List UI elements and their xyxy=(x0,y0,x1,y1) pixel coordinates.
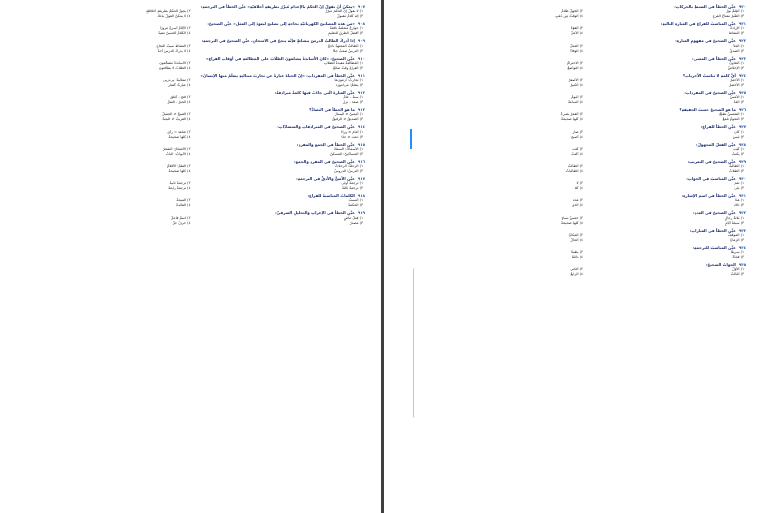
answer-option[interactable]: ٢) القلمُ: الأقلامُ xyxy=(167,164,191,169)
question-block xyxy=(424,210,746,225)
question-block xyxy=(424,38,746,53)
question-number: ٩٣١ xyxy=(738,193,746,199)
answer-options xyxy=(20,216,365,226)
question-number: ٩١١ xyxy=(357,72,365,78)
question-number: ٩١٦ xyxy=(357,158,365,164)
question-number: ٩٢٢ xyxy=(738,38,746,44)
answer-option[interactable]: ٤) الحالُ xyxy=(570,237,583,242)
answer-options xyxy=(20,9,365,19)
answer-option[interactable]: ١) الأحمرُ xyxy=(730,78,744,83)
answer-option[interactable]: ٤) القريبُ ≠ البعيدُ xyxy=(162,117,191,122)
answer-option[interactable]: ٣) الإخلاصُ xyxy=(727,65,744,70)
answer-option[interactable]: ٢) القمرُ يضيءُ xyxy=(560,112,583,117)
question-block xyxy=(424,4,746,19)
question-number: ٩٣٤ xyxy=(738,244,746,250)
answer-option[interactable]: ٢) خمسُ نساءٍ xyxy=(561,215,583,220)
answer-options xyxy=(424,95,746,105)
answer-option[interactable]: ٤) اُكتبْ xyxy=(571,151,583,156)
answer-option[interactable]: ٣) أفضلُ الطرقِ للتعليمِ xyxy=(328,31,363,36)
question-number: ٩٢٥ xyxy=(738,90,746,96)
question-stem: عيِّنِ المناسبَ للفراغِ في العبارةِ التاليةِ: xyxy=(660,21,736,27)
answer-option[interactable]: ٣) الدرسُ صعبٌ جدًّا xyxy=(332,48,363,53)
left-page xyxy=(0,0,381,513)
answer-option[interactable]: ١) ثلاثةُ رجالٍ xyxy=(724,215,744,220)
question-number: ٩٣٣ xyxy=(738,227,746,233)
answer-option[interactable]: ٤) الأبوابُ: البابُ xyxy=(165,151,191,156)
answer-option[interactable]: ٣) الدرسُ: الدروسُ xyxy=(334,169,363,174)
text-cursor xyxy=(410,129,412,149)
question-stem: الجوابُ الصحيحُ: xyxy=(705,262,736,268)
right-page-questions xyxy=(424,4,746,279)
question-stem: ما هو الخطأُ في التضادِّ؟ xyxy=(309,107,355,113)
answer-option[interactable]: ٤) دائمًا xyxy=(571,255,583,260)
answer-option[interactable]: ٢) كَتَبَ xyxy=(572,146,583,151)
question-block xyxy=(424,176,746,191)
answer-option[interactable]: ٢) اليومُ xyxy=(571,95,583,100)
answer-option[interactable]: ٤) الطلّابُ لا يطالعونَ xyxy=(158,65,191,70)
question-block xyxy=(20,56,365,71)
answer-option[interactable]: ٤) كلّا xyxy=(574,186,583,191)
question-block xyxy=(424,262,746,277)
answer-option[interactable]: ١) لا نقولُ إنّ الحكمَ مبرّرٌ xyxy=(325,9,363,14)
answer-options xyxy=(424,198,746,208)
question-stem: عيِّنِ الفعلَ المجهولَ: xyxy=(696,141,736,147)
question-block xyxy=(424,142,746,157)
question-block xyxy=(424,21,746,36)
question-number: ٩٢٠ xyxy=(738,4,746,9)
answer-option[interactable]: ٢) الطالبُ xyxy=(567,164,583,169)
answer-option[interactable]: ٢) الجَهلُ ظلامٌ xyxy=(561,9,583,14)
question-block xyxy=(20,73,365,88)
answer-option[interactable]: ٢) الأشجارُ: الشجرُ xyxy=(162,146,191,151)
question-block xyxy=(424,228,746,243)
answer-option[interactable]: ٤) لا يمكنُ القولُ بذلك xyxy=(157,14,191,19)
answer-option[interactable]: ٤) الوقتُ مِن ذَهَبٍ xyxy=(555,14,583,19)
answer-option[interactable]: ٢) شاهدَ = رأى xyxy=(167,129,191,134)
question-stem: الكلماتُ المناسبةُ للفراغِ: xyxy=(307,193,355,199)
question-number: ٩٢١ xyxy=(738,21,746,27)
answer-option[interactable]: ٣) النشاطُ xyxy=(728,31,744,36)
answer-option[interactable]: ١) نعم xyxy=(734,181,744,186)
question-block xyxy=(424,56,746,71)
answer-option[interactable]: ٣) الصدقُ xyxy=(729,48,744,53)
answer-options xyxy=(20,181,365,191)
answer-option[interactable]: ٢) النشاطُ سببُ النجاحِ xyxy=(156,43,191,48)
question-stem: عيِّنِ المناسبَ في الجوابِ: xyxy=(686,176,736,182)
answer-option[interactable]: ٤) الكبيرُ xyxy=(570,83,583,88)
answer-option[interactable]: ١) الأسماكُ: السمكُ xyxy=(333,146,363,151)
answer-options xyxy=(20,78,365,88)
question-stem: عيِّنِ الصحيحَ في المفرداتِ: xyxy=(684,90,736,96)
answer-option[interactable]: ١) كُتِبَ xyxy=(733,146,744,151)
answer-option[interactable]: ٣) يكتبُ xyxy=(731,151,744,156)
answer-option[interactable]: ١) السببُ xyxy=(348,198,363,203)
question-number: ٩٢٤ xyxy=(738,72,746,78)
answer-option[interactable]: ١) أمامَ ≠ وراءَ xyxy=(340,129,363,134)
answer-option[interactable]: ٣) ليسَ xyxy=(732,134,744,139)
answer-options xyxy=(424,26,746,36)
question-block xyxy=(20,21,365,36)
answer-option[interactable]: ٤) كلُّها صحيحةٌ xyxy=(168,169,191,174)
answer-option[interactable]: ١) الشمسُ تطلعُ xyxy=(719,112,744,117)
answer-option[interactable]: ٤) حرفُ جرٍّ xyxy=(172,220,191,225)
answer-option[interactable]: ٣) الصَّبرُ مفتاحُ الفرجِ xyxy=(712,14,744,19)
answer-options xyxy=(424,267,746,277)
question-number: ٩٢٦ xyxy=(738,107,746,113)
answer-option[interactable]: ٤) لا يدركُ الدرسَ أحدٌ xyxy=(157,48,191,53)
question-stem: ما هو الصحيحُ حسبَ الحقيقةِ؟ xyxy=(679,107,736,113)
answer-options xyxy=(20,112,365,122)
question-number: ٩٠٧ xyxy=(357,4,365,9)
answer-option[interactable]: ١) الطالبُ المجتهدُ ناجحٌ xyxy=(327,43,363,48)
answer-option[interactable]: ٤) الطالباتُ xyxy=(565,169,583,174)
answer-options xyxy=(20,61,365,71)
answer-option[interactable]: ٤) الأملُ xyxy=(570,31,583,36)
answer-option[interactable]: ٣) الغدُ xyxy=(733,100,744,105)
answer-option[interactable]: ٣) الطلّابُ xyxy=(728,169,744,174)
answer-option[interactable]: ٣) الحكمةُ xyxy=(348,203,363,208)
question-block xyxy=(424,124,746,139)
question-block xyxy=(20,90,365,105)
answer-option[interactable]: ٤) التواضعُ xyxy=(567,65,583,70)
question-number: ٩٣٠ xyxy=(738,176,746,182)
answer-options xyxy=(20,95,365,105)
question-number: ٩١٤ xyxy=(357,124,365,130)
question-number: ٩١٣ xyxy=(357,107,365,113)
answer-option[interactable]: ٢) القبيحُ ≠ الجميلُ xyxy=(162,112,191,117)
answer-option[interactable]: ٣) بلى xyxy=(734,186,744,191)
question-block xyxy=(20,142,365,157)
answer-options xyxy=(424,44,746,54)
answer-option[interactable]: ١) جوارحُ متعلّمةٌ نافعةٌ xyxy=(329,26,363,31)
question-block xyxy=(20,210,365,225)
answer-option[interactable]: ٢) العملُ xyxy=(569,43,583,48)
answer-option[interactable]: ٢) فتحَ - أغلقَ xyxy=(170,95,191,100)
question-stem: عيِّنِ العبارةَ الّتي جاءَتْ فيها كلمةٌ مترادفةٌ: xyxy=(274,90,355,96)
question-number: ٩١٧ xyxy=(357,176,365,182)
question-stem: عيِّنِ الخطأَ في المعنى: xyxy=(692,55,736,61)
left-page-questions xyxy=(20,4,365,228)
question-block xyxy=(20,176,365,191)
answer-option[interactable]: ٤) عبارةٌ: گفتار xyxy=(168,83,191,88)
question-number: ٩٢٣ xyxy=(738,55,746,61)
question-stem: عيِّنِ الصحيحَ في العددِ: xyxy=(692,210,736,216)
question-stem: عيِّنِ الأصحَّ والأدقَّ في الترجمةِ: xyxy=(296,176,355,182)
answer-option[interactable]: ١) الطالبةُ xyxy=(729,164,744,169)
question-number: ٩١٩ xyxy=(357,210,365,216)
answer-option[interactable]: ١) الإرادةُ xyxy=(730,26,744,31)
answer-options xyxy=(424,130,746,140)
question-block xyxy=(20,107,365,122)
answer-option[interactable]: ٣) الأخضرُ xyxy=(729,83,744,88)
answer-option[interactable]: ١) الأوّلُ xyxy=(732,267,744,272)
answer-options xyxy=(424,61,746,71)
answer-options xyxy=(20,164,365,174)
question-block xyxy=(20,4,365,19)
answer-option[interactable]: ١) سريعًا xyxy=(730,250,744,255)
answer-option[interactable]: ١) الموقفُ xyxy=(728,232,744,237)
question-number: ٩١٨ xyxy=(357,193,365,199)
answer-option[interactable]: ٢) الثاني xyxy=(570,267,583,272)
answer-option[interactable]: ٣) الفراغُ وقتٌ ضائعٌ xyxy=(333,65,363,70)
answer-option[interactable]: ١) سنةٌ - عامٌ xyxy=(343,95,363,100)
question-number: ٩٢٨ xyxy=(738,141,746,147)
answer-options xyxy=(20,26,365,36)
question-stem: عيِّنِ الخطأَ في اسمِ الإشارةِ: xyxy=(681,193,736,199)
question-number: ٩٣٢ xyxy=(738,210,746,216)
question-stem: عيِّنِ الصحيحَ في مفهومِ العبارةِ: xyxy=(675,38,736,44)
answer-option[interactable]: ٤) الفائدةُ xyxy=(176,203,191,208)
question-number: ٩١٠ xyxy=(357,55,365,61)
question-number: ٩٢٩ xyxy=(738,158,746,164)
answer-option[interactable]: ٣) الصديقُ ≠ الرفيقُ xyxy=(332,117,363,122)
question-stem: عيِّنِ الصحيحَ في المفردِ والجمعِ: xyxy=(293,158,355,164)
question-stem: عيِّنِ الخطأَ في الإعرابِ والتحليلِ الصرفيِّ: xyxy=(275,210,355,216)
answer-options xyxy=(424,78,746,88)
right-page xyxy=(384,0,768,513)
question-stem: «من هذه المصابيحِ الكهربائيّةِ بحاجةٍ إلى تصليحٍ ليعودَ إلى العملِ» عيِّنِ الصحيحَ: xyxy=(207,21,355,27)
answer-option[interactable]: ١) المطالعةُ مفيدةٌ للطلّابِ xyxy=(323,60,363,65)
answer-option[interactable]: ٢) ترجمةٌ ثانيةٌ xyxy=(169,181,191,186)
answer-option[interactable]: ٣) سبعةُ أيّامٍ xyxy=(725,220,744,225)
question-stem: عيِّنِ الخطأَ في العباراتِ: xyxy=(689,227,736,233)
question-stem: إذا أدركَ الطالبُ الدرسَ بنشاطٍ فإنّه ينجحُ في الامتحانِ، عيِّنِ الصحيحَ في الترجمةِ: xyxy=(201,38,355,44)
answer-option[interactable]: ٤) الّذي xyxy=(571,203,583,208)
question-stem: أيُّ كلمةٍ لا تناسبُ الآخرياتِ؟ xyxy=(682,72,736,78)
question-block xyxy=(424,245,746,260)
question-block xyxy=(20,124,365,139)
question-stem: عيِّنِ الصحيحَ في التعريبِ: xyxy=(687,158,736,164)
answer-option[interactable]: ٣) ترجمةٌ ثالثةٌ xyxy=(341,186,363,191)
answer-option[interactable]: ١) الجدُّ xyxy=(733,43,744,48)
question-number: ٩٠٩ xyxy=(357,38,365,44)
answer-option[interactable]: ٤) أصبحَ xyxy=(571,134,583,139)
answer-options xyxy=(20,44,365,54)
answer-options xyxy=(20,198,365,208)
question-stem: عيِّنِ الصحيحَ في المترادفاتِ والمتضادّاتِ: xyxy=(277,124,355,130)
scroll-indicator[interactable] xyxy=(413,268,417,418)
question-stem: عيِّنِ المناسبَ للترجمةِ: xyxy=(692,244,736,250)
answer-option[interactable]: ٢) بطيئًا xyxy=(571,250,583,255)
answer-option[interactable]: ١) فعلٌ ماضٍ xyxy=(343,215,363,220)
question-stem: «يمكنُ أنْ نقولَ إنّ الحكمَ بالإعدامِ مُبرَّرٌ بطريقةٍ أخلاقيّةٍ» عيِّنِ الخطأَ في الترجمةِ: xyxy=(200,4,355,9)
answer-options xyxy=(424,147,746,157)
answer-options xyxy=(424,233,746,243)
answer-option[interactable]: ٢) الأساتذةُ مشجِّعونَ xyxy=(159,60,191,65)
question-stem: عيِّنِ الخطأَ في المفرداتِ: «إنّ الحياةَ عبارةٌ عن تجاربَ متتاليةٍ يتعلّمُ منها الإنسانُ» xyxy=(200,72,355,78)
answer-option[interactable]: ٢) هذه xyxy=(572,198,583,203)
answer-option[interactable]: ٢) القوّةُ xyxy=(570,26,583,31)
answer-options xyxy=(424,9,746,19)
answer-option[interactable]: ١) العِلمُ نورٌ xyxy=(726,9,744,14)
answer-option[interactable]: ٣) المساكينُ: المسكنُ xyxy=(330,151,363,156)
answer-options xyxy=(424,181,746,191)
answer-option[interactable]: ٢) صارَ xyxy=(572,129,583,134)
answer-option[interactable]: ٢) اسمٌ فاعلٌ xyxy=(170,215,191,220)
answer-option[interactable]: ٣) ذهبَ ≠ جاءَ xyxy=(341,134,363,139)
answer-option[interactable]: ٣) مصدرٌ xyxy=(349,220,363,225)
answer-option[interactable]: ٢) متتاليةٌ: پی‌درپی xyxy=(163,78,191,83)
answer-option[interactable]: ١) هذا xyxy=(734,198,744,203)
answer-option[interactable]: ٣) الزمانُ xyxy=(729,237,744,242)
answer-options xyxy=(424,250,746,260)
question-block xyxy=(424,73,746,88)
answer-option[interactable]: ١) كانَ xyxy=(734,129,744,134)
answer-option[interactable]: ٢) لا xyxy=(576,181,583,186)
answer-option[interactable]: ١) تجاربُ: آزمون‌ها xyxy=(334,78,363,83)
answer-option[interactable]: ٢) الأصفرُ xyxy=(568,78,583,83)
answer-option[interactable]: ٤) الرابعُ xyxy=(570,272,583,277)
question-number: ٩١٢ xyxy=(357,90,365,96)
answer-options xyxy=(424,216,746,226)
answer-options xyxy=(424,112,746,122)
answer-option[interactable]: ٤) كلُّها صحيحةٌ xyxy=(561,220,583,225)
answer-option[interactable]: ١) ترجمةٌ أولى xyxy=(341,181,363,186)
answer-option[interactable]: ١) التعاونُ xyxy=(729,60,744,65)
answer-option[interactable]: ٢) النتيجةُ xyxy=(176,198,191,203)
answer-option[interactable]: ٤) الكلامُ الحسنُ مفيدٌ xyxy=(158,31,191,36)
answer-option[interactable]: ٤) الخيرُ - الشرُّ xyxy=(167,100,191,105)
answer-option[interactable]: ٢) يجوزُ الحكمُ بطريقةٍ أخلاقيّةٍ xyxy=(146,9,191,14)
question-stem: عيِّنِ الخطأَ للفراغِ: xyxy=(700,124,736,130)
question-stem: عيِّنِ الصحيحَ: «كانَ الأساتذةُ يشجّعونَ الطلّابَ على المطالعةِ في أوقاتِ الفراغِ» xyxy=(205,55,355,61)
answer-option[interactable]: ٣) الثالثُ xyxy=(730,272,744,277)
answer-option[interactable]: ٢) المكانُ xyxy=(568,232,583,237)
answer-option[interactable]: ١) اليمينُ ≠ اليسارُ xyxy=(334,112,363,117)
question-block xyxy=(20,193,365,208)
answer-option[interactable]: ٤) كلُّها صحيحةٌ xyxy=(561,117,583,122)
question-number: ٩٣٥ xyxy=(738,262,746,268)
answer-option[interactable]: ٣) النجومُ تلمعُ xyxy=(722,117,744,122)
question-block xyxy=(20,38,365,53)
answer-option[interactable]: ٢) الاحترامُ xyxy=(566,60,583,65)
answer-option[interactable]: ١) الأمسُ xyxy=(729,95,744,100)
question-block xyxy=(424,193,746,208)
answer-option[interactable]: ٤) ترجمةٌ رابعةٌ xyxy=(168,186,191,191)
answer-option[interactable]: ٣) يتعلّمُ: می‌آموزد xyxy=(335,83,363,88)
question-block xyxy=(424,107,746,122)
answer-option[interactable]: ٢) الأيّامُ أسرعُ مرورًا xyxy=(159,26,191,31)
answer-option[interactable]: ٤) الساعةُ xyxy=(568,100,583,105)
answer-option[interactable]: ٣) ذلك xyxy=(733,203,744,208)
question-stem: عيِّنِ الخطأَ في الجمعِ والمفردِ: xyxy=(296,141,355,147)
question-block xyxy=(424,159,746,174)
answer-options xyxy=(424,164,746,174)
answer-option[interactable]: ٤) الوفاءُ xyxy=(570,48,583,53)
question-number: ٩١٥ xyxy=(357,141,365,147)
answer-options xyxy=(20,130,365,140)
answer-option[interactable]: ٣) إنّه كلامٌ مقبولٌ xyxy=(336,14,363,19)
question-block xyxy=(20,159,365,174)
question-stem: عيِّنِ الخطأَ في الضبطِ بالحركاتِ: xyxy=(674,4,736,9)
answer-options xyxy=(20,147,365,157)
question-number: ٩٢٧ xyxy=(738,124,746,130)
answer-option[interactable]: ٣) فجأةً xyxy=(732,255,744,260)
answer-option[interactable]: ١) الرحلةُ: الرحلاتُ xyxy=(334,164,363,169)
question-number: ٩٠٨ xyxy=(357,21,365,27)
answer-option[interactable]: ٤) كلُّها صحيحةٌ xyxy=(168,134,191,139)
question-block xyxy=(424,90,746,105)
answer-option[interactable]: ٣) صعدَ - نزلَ xyxy=(342,100,363,105)
